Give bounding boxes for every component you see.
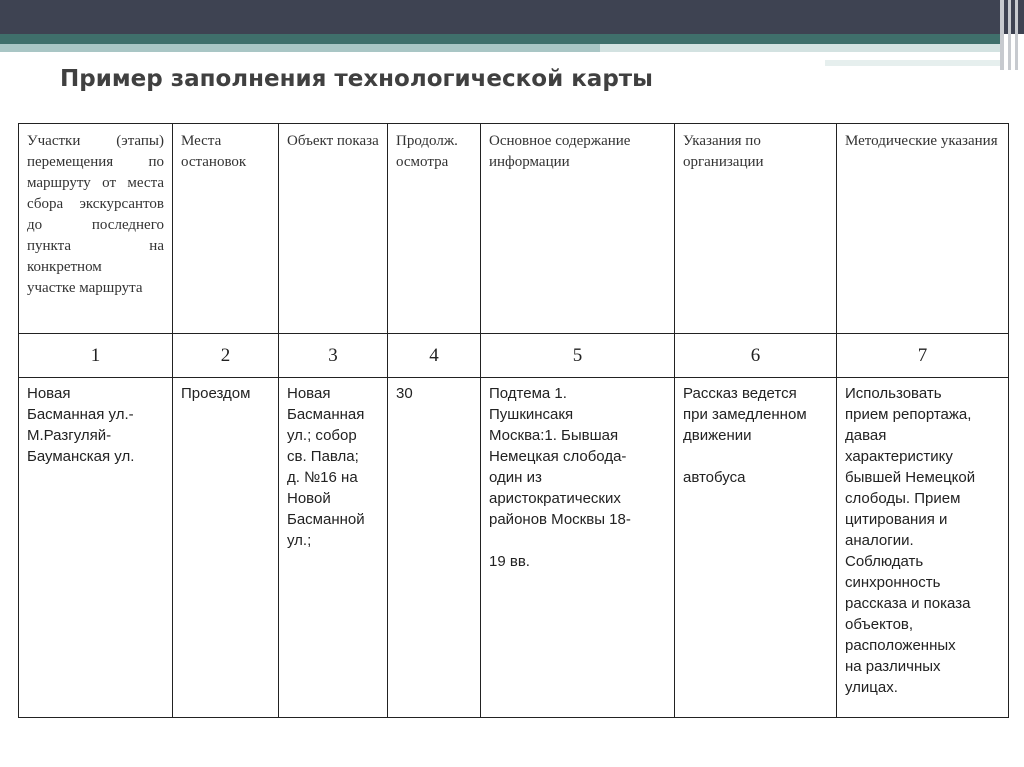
slide-accent-band-faint (825, 60, 1000, 66)
slide-edge-stripe (1015, 0, 1018, 70)
cell-organization: Рассказ ведется при замедленном движении автобуса (675, 378, 837, 718)
slide-title: Пример заполнения технологической карты (60, 66, 653, 92)
header-cell-duration: Продолж. осмотра (388, 124, 481, 334)
column-number: 3 (279, 334, 388, 378)
table-number-row (19, 334, 1009, 378)
cell-objects: Новая Басманная ул.; собор св. Павла; д. №16 на Новой Басманной ул.; (279, 378, 388, 718)
table-header-row (19, 124, 1009, 334)
slide-accent-band-light (0, 44, 600, 52)
cell-stops: Проездом (173, 378, 279, 718)
slide-top-bar (0, 0, 1024, 34)
slide-accent-band-lighter (600, 44, 1000, 52)
header-cell-object: Объект показа (279, 124, 388, 334)
cell-duration: 30 (388, 378, 481, 718)
column-number: 1 (19, 334, 173, 378)
column-number: 5 (481, 334, 675, 378)
header-cell-methodical: Методические указания (837, 124, 1009, 334)
cell-route-segment: Новая Басманная ул.- М.Разгуляй- Бауманская ул. (19, 378, 173, 718)
table-row (19, 378, 1009, 718)
header-cell-stages: Участки (этапы) перемещения по маршруту от места сбора экскурсантов до последнего пункта на конкретном участке маршрута (19, 124, 173, 334)
header-cell-organization: Указания по организации (675, 124, 837, 334)
cell-methodical: Использовать прием репортажа, давая характеристику бывшей Немецкой слободы. Прием цитирования и аналогии. Соблюдать синхронность рассказа и показа объектов, расположенных на различных улицах. (837, 378, 1009, 718)
column-number: 7 (837, 334, 1009, 378)
header-cell-content: Основное содержание информации (481, 124, 675, 334)
tech-map-table (18, 123, 1009, 718)
slide-accent-band (0, 34, 1000, 44)
slide-edge-stripe (1000, 0, 1004, 70)
cell-content: Подтема 1. Пушкинсакя Москва:1. Бывшая Немецкая слобода- один из аристократических районов Москвы 18- 19 вв. (481, 378, 675, 718)
header-cell-stops: Места остановок (173, 124, 279, 334)
slide-edge-stripe (1008, 0, 1011, 70)
column-number: 2 (173, 334, 279, 378)
column-number: 6 (675, 334, 837, 378)
column-number: 4 (388, 334, 481, 378)
